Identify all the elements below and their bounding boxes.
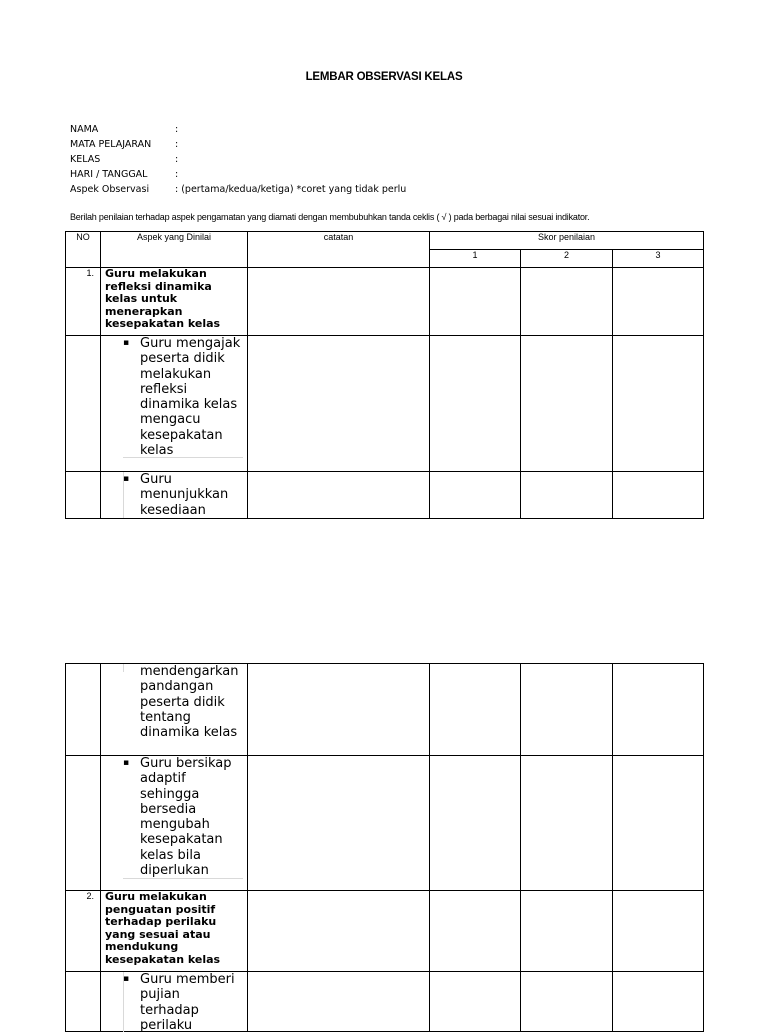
info-label: Aspek Observasi bbox=[70, 184, 150, 195]
score-cell-1[interactable] bbox=[430, 472, 521, 519]
score-cell-2[interactable] bbox=[521, 472, 613, 519]
bullet-icon: ▪ bbox=[123, 338, 130, 348]
notes-cell[interactable] bbox=[248, 268, 430, 336]
info-value: : bbox=[175, 139, 179, 150]
notes-cell[interactable] bbox=[248, 664, 430, 756]
row-number: 2. bbox=[66, 891, 101, 972]
info-label: HARI / TANGGAL bbox=[70, 169, 148, 180]
table-row bbox=[66, 756, 704, 891]
indicator-bullet-continued bbox=[123, 664, 242, 740]
aspect-cell bbox=[101, 472, 248, 519]
table-row bbox=[66, 972, 704, 1032]
indicator-text: Guru menunjukkan kesediaan bbox=[140, 472, 229, 518]
aspect-cell bbox=[101, 756, 248, 891]
indicator-bullet bbox=[123, 972, 242, 1033]
aspect-heading: Guru melakukan penguatan positif terhadap perilaku yang sesuai atau mendukung kesepakatan kelas bbox=[101, 891, 248, 972]
indicator-bullet bbox=[123, 472, 242, 518]
score-cell-3[interactable] bbox=[613, 972, 704, 1032]
row-number bbox=[66, 472, 101, 519]
score-cell-2[interactable] bbox=[521, 664, 613, 756]
observation-table-page-2 bbox=[65, 663, 704, 1032]
score-cell-2[interactable] bbox=[521, 972, 613, 1032]
score-cell-1[interactable] bbox=[430, 664, 521, 756]
row-number bbox=[66, 972, 101, 1032]
indicator-text: Guru mengajak peserta didik melakukan refleksi dinamika kelas mengacu kesepakatan kelas bbox=[140, 336, 241, 459]
header-notes: catatan bbox=[248, 232, 430, 268]
score-cell-3[interactable] bbox=[613, 756, 704, 891]
score-cell-1[interactable] bbox=[430, 336, 521, 472]
score-cell-3[interactable] bbox=[613, 472, 704, 519]
indicator-text: Guru memberi pujian terhadap perilaku bbox=[140, 972, 235, 1033]
observation-table-page-1 bbox=[65, 231, 704, 519]
indicator-text: mendengarkan pandangan peserta didik tentang dinamika kelas bbox=[140, 664, 239, 741]
text-boundary-guide bbox=[123, 878, 243, 879]
aspect-cell bbox=[101, 972, 248, 1032]
notes-cell[interactable] bbox=[248, 336, 430, 472]
table-row bbox=[66, 268, 704, 336]
info-label: NAMA bbox=[70, 124, 99, 135]
table-row bbox=[66, 336, 704, 472]
score-cell-2[interactable] bbox=[521, 336, 613, 472]
notes-cell[interactable] bbox=[248, 891, 430, 972]
score-cell-2[interactable] bbox=[521, 268, 613, 336]
aspect-heading: Guru melakukan refleksi dinamika kelas untuk menerapkan kesepakatan kelas bbox=[101, 268, 248, 336]
score-cell-1[interactable] bbox=[430, 268, 521, 336]
score-cell-1[interactable] bbox=[430, 891, 521, 972]
page-title: LEMBAR OBSERVASI KELAS bbox=[305, 71, 463, 83]
bullet-icon: ▪ bbox=[123, 474, 130, 484]
table-row bbox=[66, 891, 704, 972]
indicator-text: Guru bersikap adaptif sehingga bersedia mengubah kesepakatan kelas bila diperlukan bbox=[140, 756, 232, 879]
aspect-cell bbox=[101, 664, 248, 756]
row-number bbox=[66, 664, 101, 756]
row-number: 1. bbox=[66, 268, 101, 336]
indicator-bullet bbox=[123, 756, 242, 878]
header-score-3: 3 bbox=[613, 250, 704, 268]
score-cell-3[interactable] bbox=[613, 891, 704, 972]
header-score-1: 1 bbox=[430, 250, 521, 268]
row-number bbox=[66, 336, 101, 472]
score-cell-2[interactable] bbox=[521, 891, 613, 972]
row-number bbox=[66, 756, 101, 891]
indicator-bullet bbox=[123, 336, 242, 458]
notes-cell[interactable] bbox=[248, 972, 430, 1032]
table-row bbox=[66, 664, 704, 756]
bullet-icon: ▪ bbox=[123, 758, 130, 768]
header-aspect: Aspek yang Dinilai bbox=[101, 232, 248, 268]
notes-cell[interactable] bbox=[248, 756, 430, 891]
score-cell-1[interactable] bbox=[430, 972, 521, 1032]
score-cell-3[interactable] bbox=[613, 268, 704, 336]
notes-cell[interactable] bbox=[248, 472, 430, 519]
info-value: : bbox=[175, 154, 179, 165]
score-cell-3[interactable] bbox=[613, 336, 704, 472]
header-score-2: 2 bbox=[521, 250, 613, 268]
text-boundary-guide bbox=[123, 457, 243, 458]
info-value: : (pertama/kedua/ketiga) *coret yang tidak perlu bbox=[175, 184, 407, 195]
instruction-text: Berilah penilaian terhadap aspek pengamatan yang diamati dengan membubuhkan tanda ceklis ( √ ) pada berbagai nilai sesuai indikator. bbox=[70, 212, 590, 222]
header-score: Skor penilaian bbox=[430, 232, 704, 250]
aspect-cell bbox=[101, 336, 248, 472]
info-label: MATA PELAJARAN bbox=[70, 139, 152, 150]
score-cell-3[interactable] bbox=[613, 664, 704, 756]
bullet-icon: ▪ bbox=[123, 974, 130, 984]
info-label: KELAS bbox=[70, 154, 101, 165]
score-cell-1[interactable] bbox=[430, 756, 521, 891]
header-no: NO bbox=[66, 232, 101, 268]
table-row bbox=[66, 472, 704, 519]
info-value: : bbox=[175, 169, 179, 180]
score-cell-2[interactable] bbox=[521, 756, 613, 891]
info-value: : bbox=[175, 124, 179, 135]
